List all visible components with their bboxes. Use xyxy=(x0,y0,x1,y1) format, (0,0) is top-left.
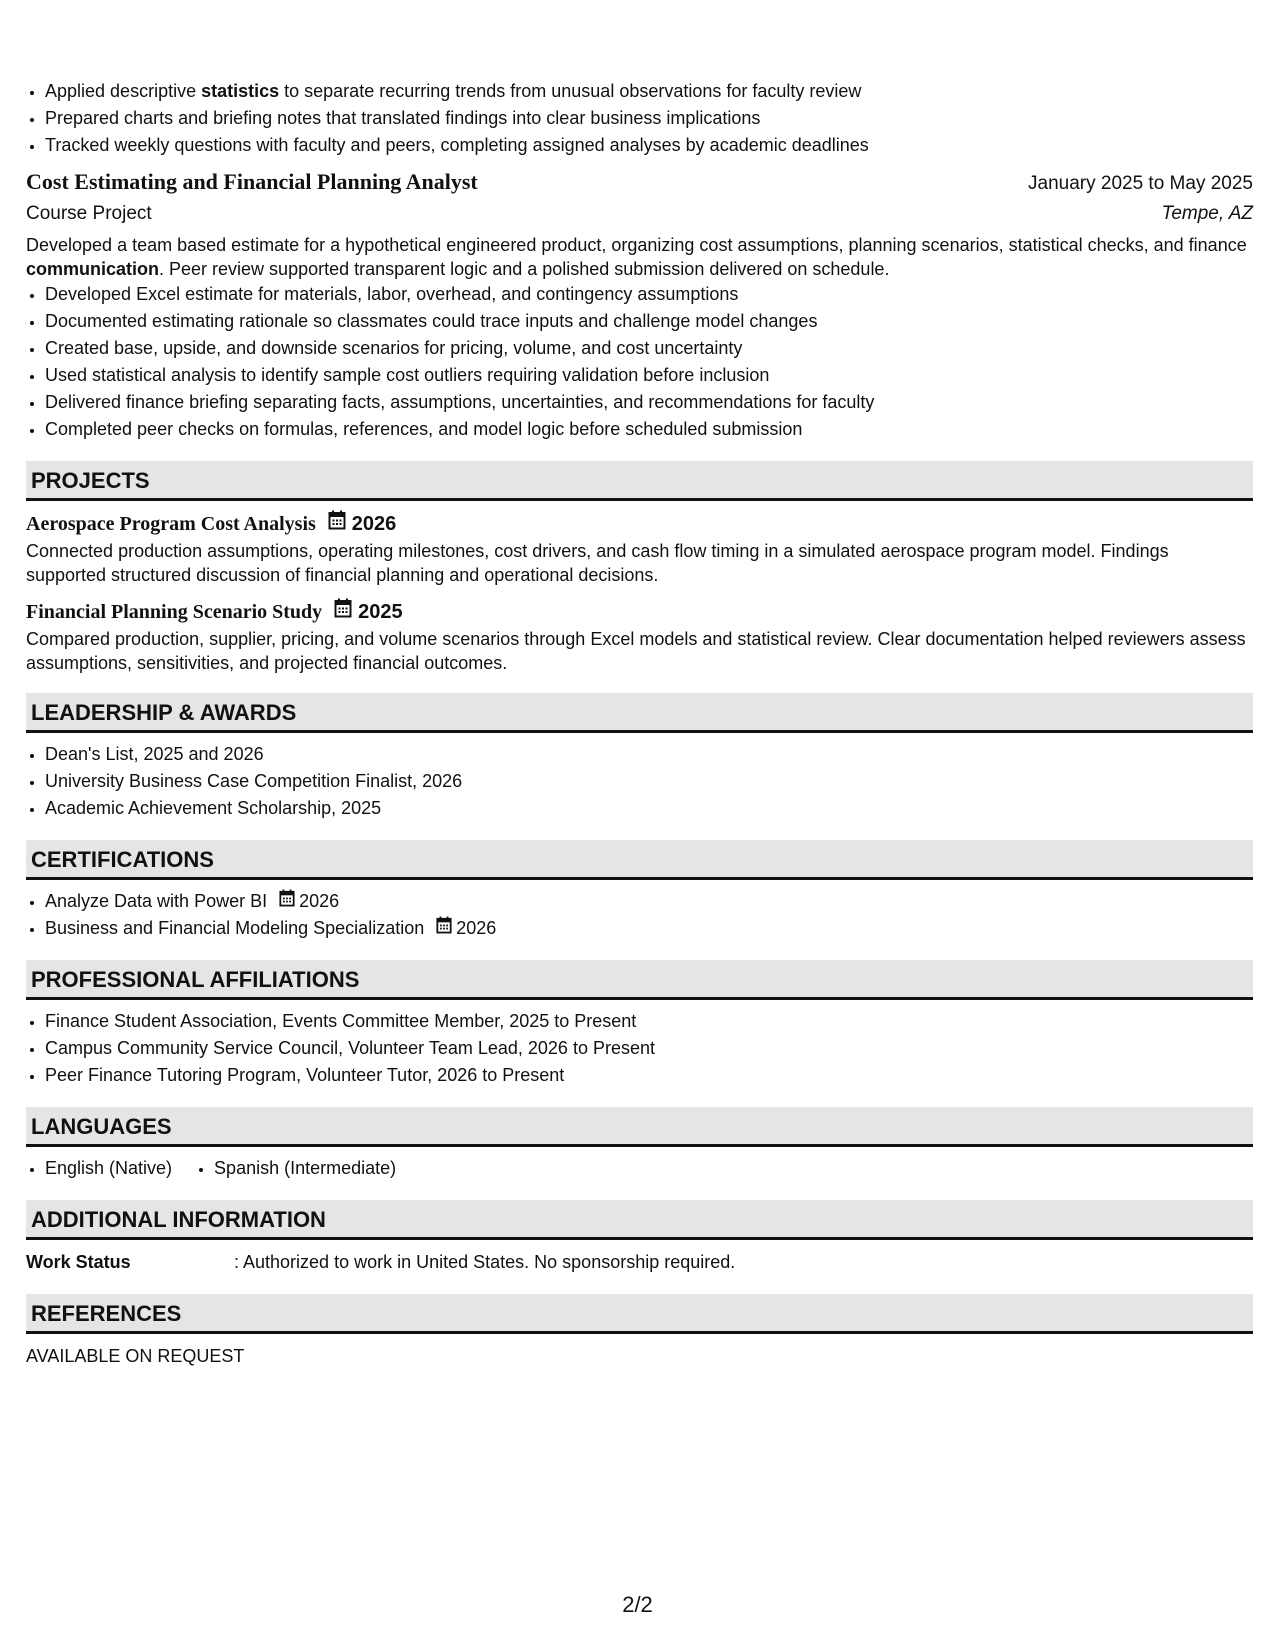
work-status-row xyxy=(26,1248,1253,1276)
calendar-icon xyxy=(334,597,352,627)
calendar-icon xyxy=(279,888,295,915)
section-heading-leadership: LEADERSHIP & AWARDS xyxy=(26,693,1253,733)
summary-text: Developed a team based estimate for a hypothetical engineered product, organizing cost assumptions, planning scenarios, statistical checks, and finance xyxy=(26,235,1247,255)
certification-year: 2026 xyxy=(456,918,497,938)
summary-bold-text: communication xyxy=(26,259,160,279)
list-item: • Created base, upside, and downside scenarios for pricing, volume, and cost uncertainty xyxy=(45,335,1253,362)
intro-bullet-list xyxy=(26,78,1253,159)
list-item: • Used statistical analysis to identify sample cost outliers requiring validation before inclusion xyxy=(45,362,1253,389)
section-heading-languages: LANGUAGES xyxy=(26,1107,1253,1147)
project-description: Connected production assumptions, operating milestones, cost drivers, and cash flow timing in a simulated aerospace program model. Findings supported structured discussion of financial planning and operational decisions. xyxy=(26,541,1169,585)
list-item xyxy=(45,105,1253,132)
list-item xyxy=(45,78,1253,105)
section-heading-additional: ADDITIONAL INFORMATION xyxy=(26,1200,1253,1240)
section-heading-affiliations: PROFESSIONAL AFFILIATIONS xyxy=(26,960,1253,1000)
experience-location: Tempe, AZ xyxy=(1161,203,1253,224)
list-item: • Campus Community Service Council, Volunteer Team Lead, 2026 to Present xyxy=(45,1035,1253,1062)
certification-year: 2026 xyxy=(299,891,340,911)
list-item: • Documented estimating rationale so classmates could trace inputs and challenge model changes xyxy=(45,308,1253,335)
list-item xyxy=(45,915,1253,942)
certifications-list xyxy=(26,888,1253,942)
leadership-list xyxy=(26,741,1253,822)
experience-org: Course Project xyxy=(26,203,152,224)
project-year: 2025 xyxy=(358,601,403,623)
project-header xyxy=(26,509,1253,539)
project-header xyxy=(26,597,1253,627)
languages-list xyxy=(26,1155,1253,1182)
experience-dates: January 2025 to May 2025 xyxy=(1028,173,1253,194)
section-heading-projects: PROJECTS xyxy=(26,461,1253,501)
bullet-text: Tracked weekly questions with faculty and peers, completing assigned analyses by academic deadlines xyxy=(45,135,869,155)
list-item: • Dean's List, 2025 and 2026 xyxy=(45,741,1253,768)
experience-header xyxy=(26,167,1253,199)
certification-name: • Business and Financial Modeling Specialization xyxy=(45,918,425,938)
resume-page xyxy=(26,78,1253,1370)
project-description: Compared production, supplier, pricing, and volume scenarios through Excel models and statistical review. Clear documentation helped reviewers assess assumptions, sensitivities, and projected financial outcomes. xyxy=(26,629,1246,673)
list-item: • Spanish (Intermediate) xyxy=(214,1155,396,1182)
bullet-text: Prepared charts and briefing notes that translated findings into clear business implications xyxy=(45,108,761,128)
section-heading-certifications: CERTIFICATIONS xyxy=(26,840,1253,880)
work-status-label: Work Status xyxy=(26,1252,131,1272)
experience-title: Cost Estimating and Financial Planning Analyst xyxy=(26,169,478,194)
list-item: • Delivered finance briefing separating facts, assumptions, uncertainties, and recommendations for faculty xyxy=(45,389,1253,416)
project-year: 2026 xyxy=(351,513,397,535)
experience-subheader xyxy=(26,199,1253,229)
bullet-bold-text: statistics xyxy=(201,81,280,101)
list-item: • Finance Student Association, Events Committee Member, 2025 to Present xyxy=(45,1008,1253,1035)
experience-summary xyxy=(26,233,1253,281)
calendar-icon xyxy=(328,509,346,539)
summary-text: . Peer review supported transparent logic and a polished submission delivered on schedule. xyxy=(159,259,890,279)
list-item: • Completed peer checks on formulas, references, and model logic before scheduled submission xyxy=(45,416,1253,443)
list-item: • University Business Case Competition Finalist, 2026 xyxy=(45,768,1253,795)
section-heading-references: REFERENCES xyxy=(26,1294,1253,1334)
list-item xyxy=(45,888,1253,915)
project-title: Financial Planning Scenario Study xyxy=(26,601,323,623)
page-number: 2/2 xyxy=(622,1592,653,1617)
list-item xyxy=(45,132,1253,159)
project-title: Aerospace Program Cost Analysis xyxy=(26,513,316,535)
bullet-text: Applied descriptive xyxy=(45,81,202,101)
list-item: • Academic Achievement Scholarship, 2025 xyxy=(45,795,1253,822)
calendar-icon xyxy=(436,915,452,942)
list-item: • Peer Finance Tutoring Program, Volunteer Tutor, 2026 to Present xyxy=(45,1062,1253,1089)
list-item: • English (Native) xyxy=(45,1155,172,1182)
affiliations-list xyxy=(26,1008,1253,1089)
references-text: AVAILABLE ON REQUEST xyxy=(26,1346,245,1366)
bullet-text: to separate recurring trends from unusual observations for faculty review xyxy=(279,81,862,101)
list-item: • Developed Excel estimate for materials, labor, overhead, and contingency assumptions xyxy=(45,281,1253,308)
certification-name: • Analyze Data with Power BI xyxy=(45,891,268,911)
experience-bullet-list xyxy=(26,281,1253,443)
work-status-value: : Authorized to work in United States. No sponsorship required. xyxy=(234,1252,736,1272)
